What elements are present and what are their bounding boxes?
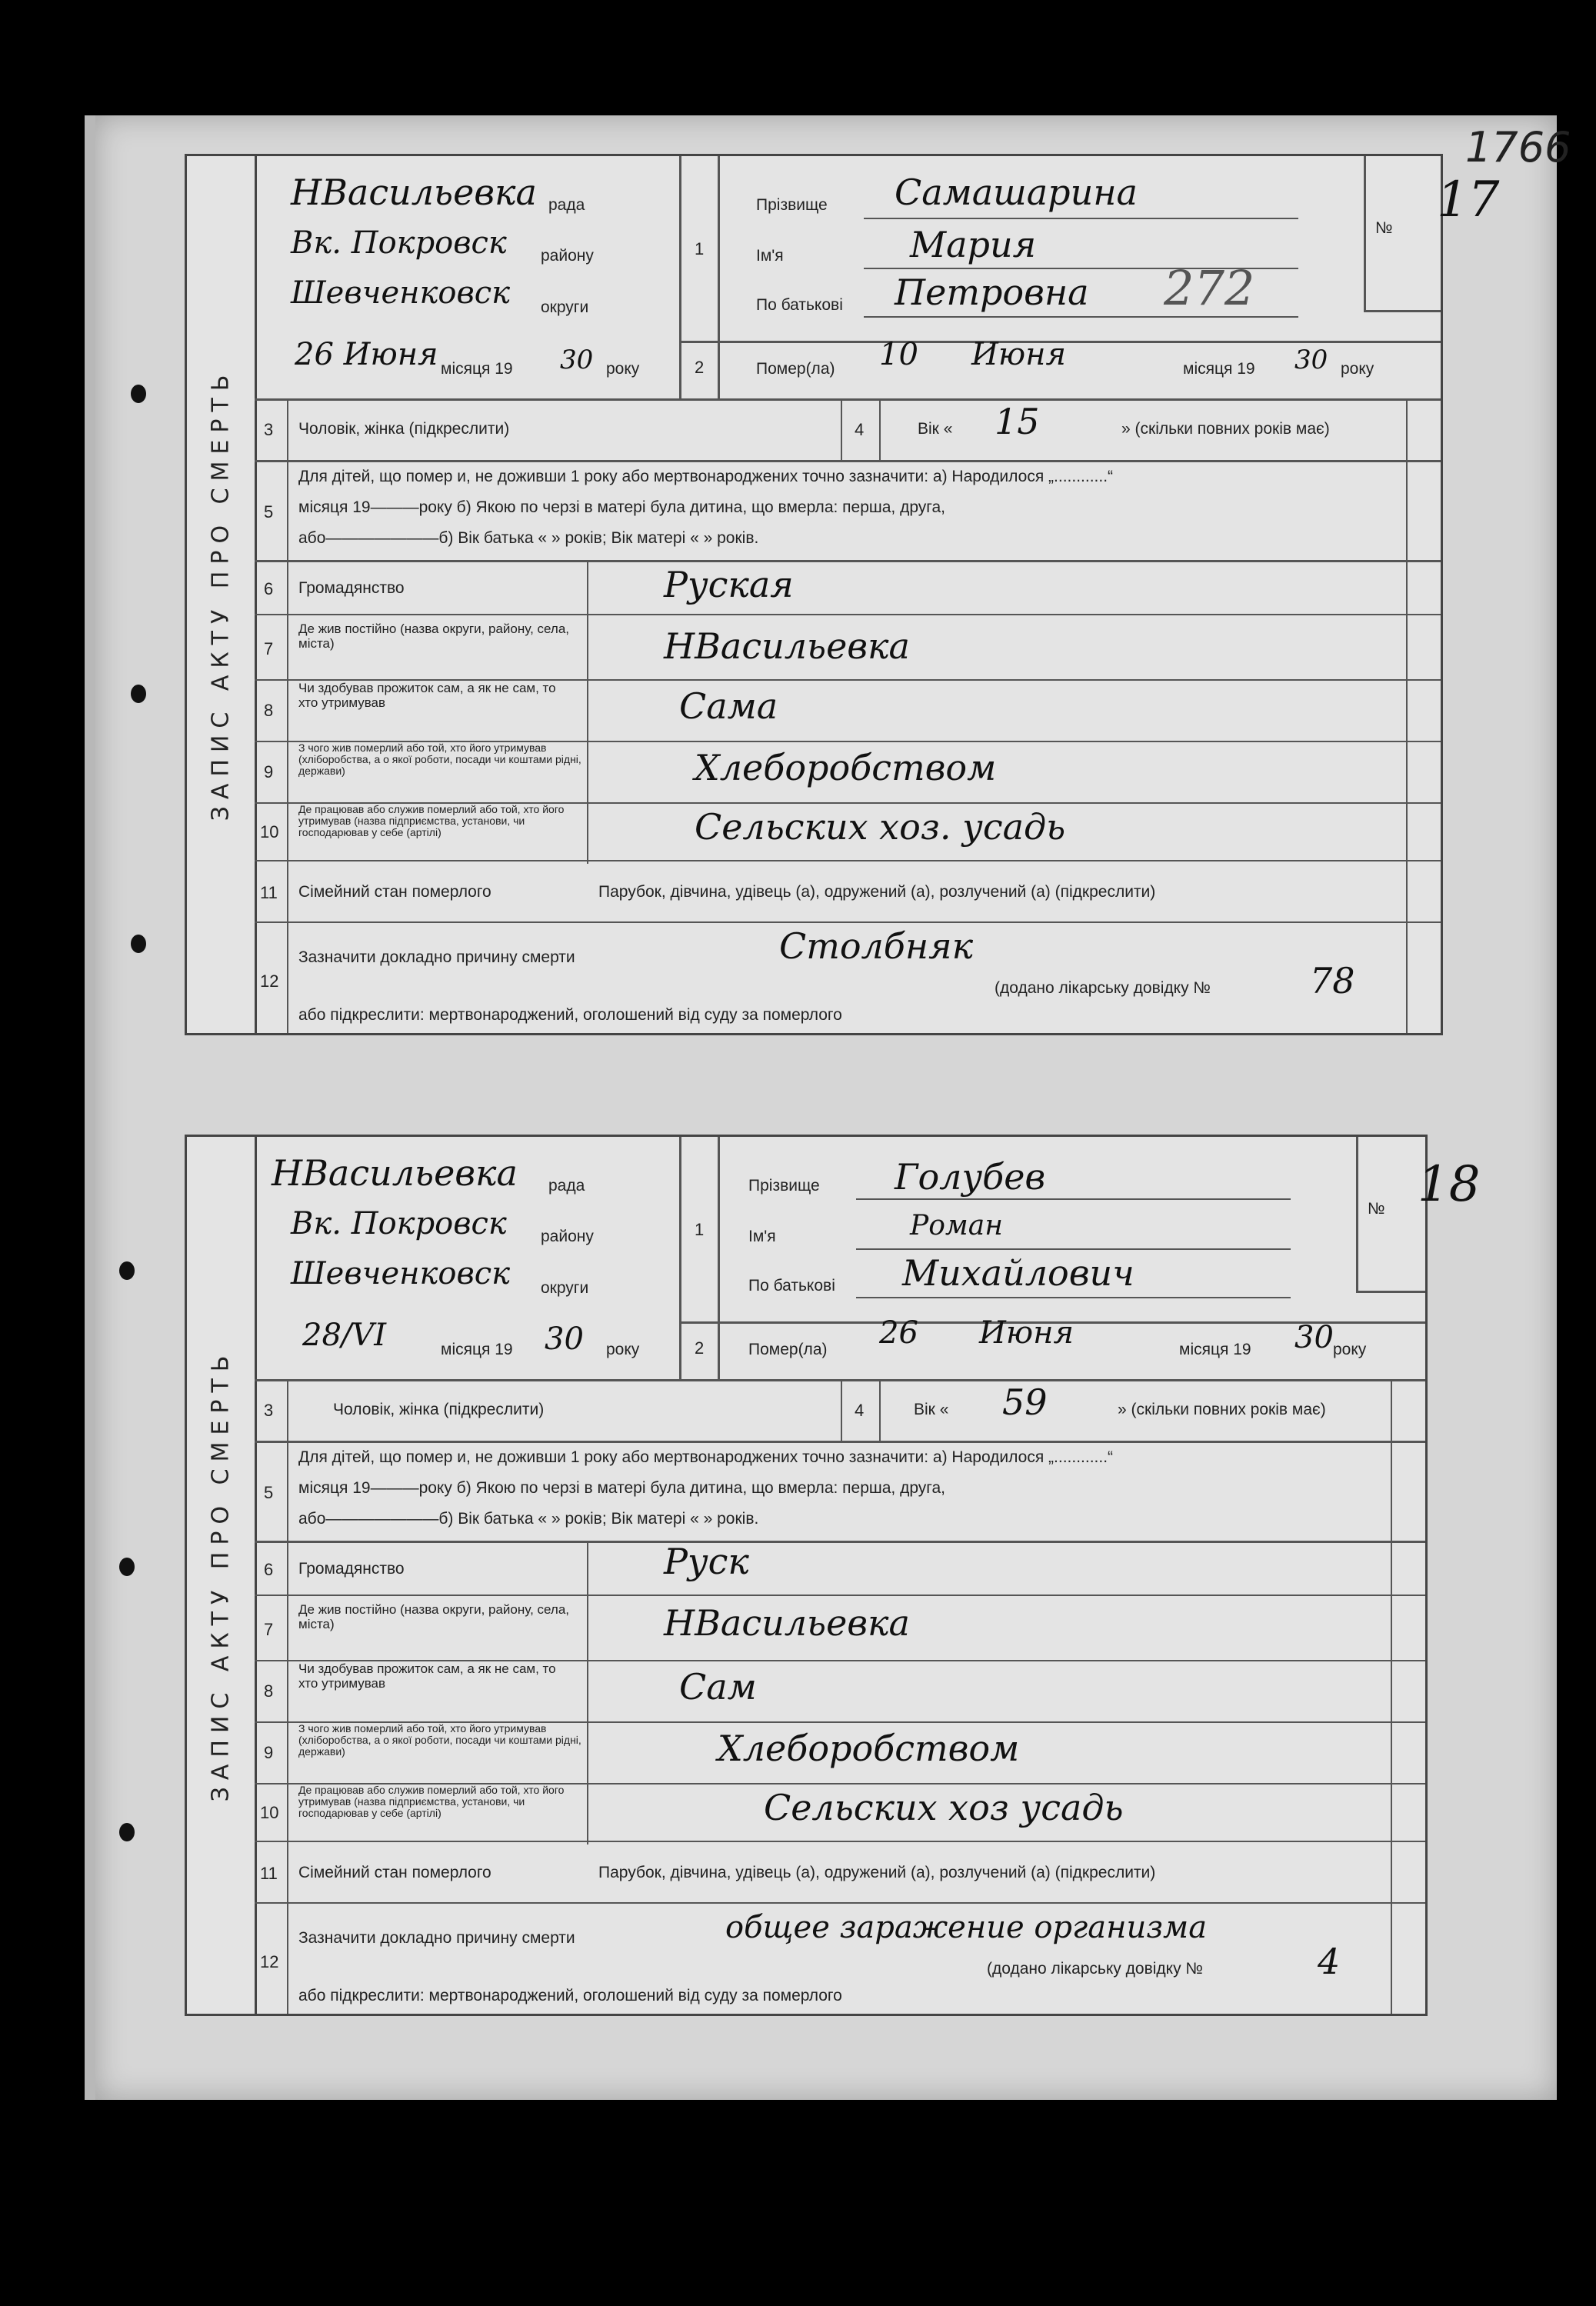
label-patronymic: По батькові bbox=[748, 1277, 835, 1295]
hw-death-year: 30 bbox=[1294, 1320, 1334, 1355]
hw-name: Мария bbox=[910, 224, 1037, 265]
label-cause: Зазначити докладно причину смерти bbox=[298, 1929, 575, 1947]
label-residence: Де жив постійно (назва округи, району, села, міста) bbox=[298, 621, 570, 651]
hw-record-no: 18 bbox=[1418, 1156, 1481, 1213]
label-work: Де працював або служив померлий або той, хто його утримував (назва підприємства, установи, чи господарював у себе (артілі) bbox=[298, 803, 565, 838]
hw-certificate: 4 bbox=[1318, 1941, 1341, 1982]
hw-okrug: Шевченковск bbox=[291, 1256, 511, 1291]
label-rada: рада bbox=[548, 196, 585, 214]
punch-hole bbox=[131, 935, 146, 953]
label-name: Ім'я bbox=[748, 1228, 776, 1245]
hw-income: Хлеборобством bbox=[695, 747, 997, 788]
label-residence: Де жив постійно (назва округи, району, села, міста) bbox=[298, 1602, 570, 1631]
death-record-form-2: ЗАПИС АКТУ ПРО СМЕРТЬ рада району округи місяця 19 року 1 2 Прізвище Ім'я По батькові Помер(ла) місяця 19 року № НВасильевка Вк. Покровск Шевченковск 28/VI 30 Голубев Роман Михайлович 18 26 Июня 30 3 Чоловік, жінка (підкреслити) 4 Вік « 59 » (скільки повних років має) 5 Для дітей, що помер и, не доживши 1 року або мертвонароджених точно зазначити: а) Народилося „............“ місяця 19———року б) Якою по черзі в матері була дитина, що вмерла: перша, друга, або———————б) Вік батька « » років; Вік матері « » років. 6 Громадянство Руск 7 Де жив постійно (назва округи, району, села, міста) НВасильевка 8 Чи здобував прожиток сам, а як не сам, то хто утримував Сам 9 З чого жив померлий або той, хто його утримував (хліборобства, а о якої роботи, посади чи коштами рідні, держави) Хлеборобством 10 Де працював або служив померлий або той, хто його утримував (назва підприємства, установи, чи господарював у себе (артілі) Сельских хоз усадь 11 Сімейний стан померлого Парубок, дівчина, удівець (а), одружений (а), розлучений (а) (підкреслити) 12 Зазначити докладно причину смерти общее заражение организма (додано лікарську довідку № 4 або підкреслити: мертвонароджений, оголошений від суду за померлого bbox=[185, 1135, 1428, 2016]
label-work: Де працював або служив померлий або той, хто його утримував (назва підприємства, установи, чи господарював у себе (артілі) bbox=[298, 1784, 565, 1819]
label-age: Вік « bbox=[914, 1401, 949, 1418]
hw-name: Роман bbox=[910, 1210, 1003, 1241]
label-month: місяця 19 bbox=[1183, 360, 1255, 378]
label-month: місяця 19 bbox=[1179, 1341, 1251, 1358]
label-marital: Сімейний стан померлого bbox=[298, 1864, 491, 1881]
hw-extra-number: 272 bbox=[1164, 260, 1255, 316]
hw-income: Хлеборобством bbox=[718, 1728, 1020, 1769]
hw-record-date: 28/VI bbox=[302, 1318, 387, 1353]
sheet-number: 1766 bbox=[1465, 123, 1571, 172]
label-month: місяця 19 bbox=[441, 1341, 513, 1358]
hw-record-year: 30 bbox=[560, 345, 594, 375]
label-no: № bbox=[1375, 219, 1393, 237]
label-died: Помер(ла) bbox=[748, 1341, 828, 1358]
label-certificate: (додано лікарську довідку № bbox=[987, 1960, 1203, 1978]
hw-work: Сельских хоз усадь bbox=[764, 1787, 1124, 1828]
hw-work: Сельских хоз. усадь bbox=[695, 806, 1066, 848]
hw-okrug: Шевченковск bbox=[291, 275, 511, 311]
hw-certificate: 78 bbox=[1310, 960, 1355, 1001]
label-livelihood: Чи здобував прожиток сам, а як не сам, то хто утримував bbox=[298, 1661, 556, 1691]
label-name: Ім'я bbox=[756, 247, 784, 265]
label-no: № bbox=[1368, 1200, 1385, 1218]
row5-text: або———————б) Вік батька « » років; Вік матері « » років. bbox=[298, 1510, 759, 1528]
hw-livelihood: Сама bbox=[679, 685, 778, 727]
hw-death-month: Июня bbox=[971, 337, 1066, 372]
label-year: року bbox=[606, 360, 640, 378]
hw-cause: общее заражение организма bbox=[725, 1910, 1208, 1945]
label-raionu: району bbox=[541, 1228, 594, 1245]
hw-patronymic: Михайлович bbox=[902, 1252, 1135, 1294]
label-surname: Прізвище bbox=[748, 1177, 820, 1195]
hw-death-month: Июня bbox=[979, 1315, 1074, 1351]
label-patronymic: По батькові bbox=[756, 296, 843, 314]
label-okrugy: округи bbox=[541, 1279, 589, 1297]
hw-raion: Вк. Покровск bbox=[291, 225, 507, 261]
label-age-suffix: » (скільки повних років має) bbox=[1118, 1401, 1326, 1418]
row5-text: місяця 19———року б) Якою по черзі в матері була дитина, що вмерла: перша, друга, bbox=[298, 498, 945, 516]
hw-record-date: 26 Июня bbox=[295, 337, 438, 372]
hw-surname: Голубев bbox=[895, 1156, 1046, 1198]
row5-text: або———————б) Вік батька « » років; Вік матері « » років. bbox=[298, 529, 759, 547]
label-stillborn: або підкреслити: мертвонароджений, оголошений від суду за померлого bbox=[298, 1987, 842, 2004]
label-certificate: (додано лікарську довідку № bbox=[995, 979, 1211, 997]
punch-hole bbox=[119, 1558, 135, 1576]
label-okrugy: округи bbox=[541, 298, 589, 316]
hw-death-day: 10 bbox=[879, 337, 918, 372]
hw-nationality: Руск bbox=[664, 1541, 749, 1582]
hw-residence: НВасильевка bbox=[664, 625, 910, 667]
label-year: року bbox=[606, 1341, 640, 1358]
label-died: Помер(ла) bbox=[756, 360, 835, 378]
label-age: Вік « bbox=[918, 420, 953, 438]
hw-residence: НВасильевка bbox=[664, 1602, 910, 1644]
hw-rada: НВасильевка bbox=[272, 1152, 518, 1194]
label-age-suffix: » (скільки повних років має) bbox=[1121, 420, 1330, 438]
label-stillborn: або підкреслити: мертвонароджений, оголошений від суду за померлого bbox=[298, 1006, 842, 1024]
label-cause: Зазначити докладно причину смерти bbox=[298, 948, 575, 966]
marital-field: Парубок, дівчина, удівець (а), одружений (а), розлучений (а) (підкреслити) bbox=[598, 1864, 1156, 1881]
label-rada: рада bbox=[548, 1177, 585, 1195]
label-surname: Прізвище bbox=[756, 196, 828, 214]
label-year: року bbox=[1341, 360, 1374, 378]
death-record-form-1: ЗАПИС АКТУ ПРО СМЕРТЬ рада району округи місяця 19 року 1 2 Прізвище Ім'я По батькові Помер(ла) місяця 19 року № НВасильевка Вк. Покровск Шевченковск 26 Июня 30 Самашарина Мария Петровна 272 17 10 Июня 30 3 Чоловік, жінка (підкреслити) 4 Вік « 15 » (скільки повних років має) 5 Для дітей, що помер и, не доживши 1 року або мертвонароджених точно зазначити: а) Народилося „............“ місяця 19———року б) Якою по черзі в матері була дитина, що вмерла: перша, друга, або———————б) Вік батька « » років; Вік матері « » років. 6 Громадянство Руская 7 Де жив постійно (назва округи, району, села, міста) НВасильевка 8 Чи здобував прожиток сам, а як не сам, то хто утримував Сама 9 З чого жив померлий або той, хто його утримував (хліборобства, а о якої роботи, посади чи коштами рідні, держави) Хлеборобством 10 Де працював або служив померлий або той, хто його утримував (назва підприємства, установи, чи господарював у себе (артілі) Сельских хоз. усадь 11 Сімейний стан померлого Парубок, дівчина, удівець (а), одружений (а), розлучений (а) (підкреслити) 12 Зазначити докладно причину смерти Столбняк (додано лікарську довідку № 78 або підкреслити: мертвонароджений, оголошений від суду за померлого bbox=[185, 154, 1443, 1035]
hw-surname: Самашарина bbox=[895, 172, 1138, 213]
hw-death-year: 30 bbox=[1294, 345, 1328, 375]
punch-hole bbox=[119, 1823, 135, 1841]
label-marital: Сімейний стан померлого bbox=[298, 883, 491, 901]
sex-field: Чоловік, жінка (підкреслити) bbox=[298, 420, 510, 438]
label-raionu: району bbox=[541, 247, 594, 265]
hw-patronymic: Петровна bbox=[895, 272, 1089, 313]
hw-age: 59 bbox=[1002, 1381, 1048, 1423]
label-income: З чого жив померлий або той, хто його утримував (хліборобства, а о якої роботи, посади чи коштами рідні, держави) bbox=[298, 741, 581, 777]
label-year: року bbox=[1333, 1341, 1367, 1358]
form-side-title: ЗАПИС АКТУ ПРО СМЕРТЬ bbox=[187, 1137, 257, 2014]
label-livelihood: Чи здобував прожиток сам, а як не сам, то хто утримував bbox=[298, 681, 556, 710]
label-income: З чого жив померлий або той, хто його утримував (хліборобства, а о якої роботи, посади чи коштами рідні, держави) bbox=[298, 1722, 581, 1758]
punch-hole bbox=[131, 385, 146, 403]
hw-record-no: 17 bbox=[1437, 172, 1500, 228]
hw-rada: НВасильевка bbox=[291, 172, 537, 213]
label-month: місяця 19 bbox=[441, 360, 513, 378]
sex-field: Чоловік, жінка (підкреслити) bbox=[333, 1401, 545, 1418]
hw-livelihood: Сам bbox=[679, 1666, 757, 1708]
hw-raion: Вк. Покровск bbox=[291, 1206, 507, 1241]
hw-age: 15 bbox=[995, 401, 1040, 442]
label-nationality: Громадянство bbox=[298, 1560, 405, 1578]
hw-record-year: 30 bbox=[545, 1321, 584, 1357]
row5-text: місяця 19———року б) Якою по черзі в матері була дитина, що вмерла: перша, друга, bbox=[298, 1479, 945, 1497]
hw-nationality: Руская bbox=[664, 564, 794, 605]
punch-hole bbox=[119, 1261, 135, 1280]
punch-hole bbox=[131, 685, 146, 703]
row5-text: Для дітей, що помер и, не доживши 1 року або мертвонароджених точно зазначити: а) Народилося „............“ bbox=[298, 468, 1114, 485]
hw-death-day: 26 bbox=[879, 1315, 918, 1351]
hw-cause: Столбняк bbox=[779, 925, 974, 967]
form-side-title: ЗАПИС АКТУ ПРО СМЕРТЬ bbox=[187, 156, 257, 1033]
marital-field: Парубок, дівчина, удівець (а), одружений (а), розлучений (а) (підкреслити) bbox=[598, 883, 1156, 901]
label-nationality: Громадянство bbox=[298, 579, 405, 597]
row5-text: Для дітей, що помер и, не доживши 1 року або мертвонароджених точно зазначити: а) Народилося „............“ bbox=[298, 1448, 1114, 1466]
